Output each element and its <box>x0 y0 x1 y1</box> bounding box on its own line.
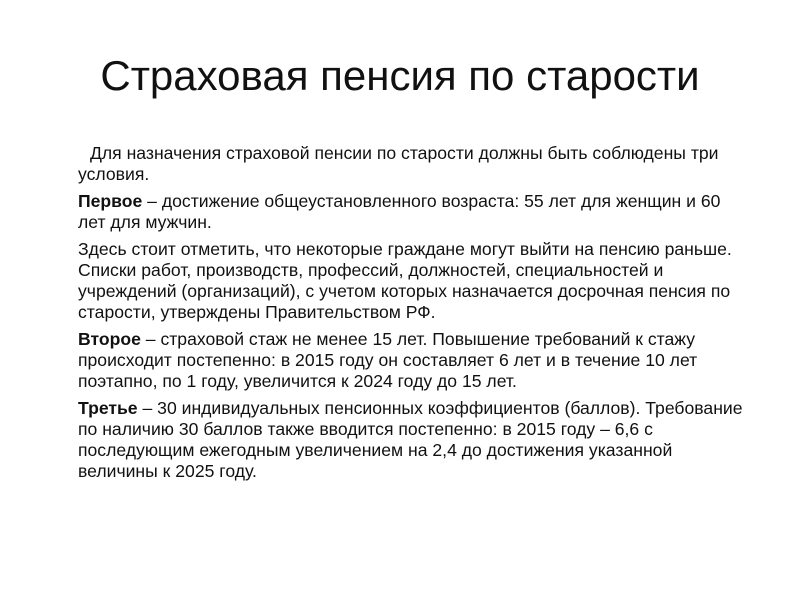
early-retirement-note-paragraph: Здесь стоит отметить, что некоторые граждане могут выйти на пенсию раньше. Списки работ, производств, профессий, должностей, специальностей и учреждений (организаций), с учетом которых назначается досрочная пенсия по старости, утверждены Правительством РФ. <box>78 239 732 322</box>
condition-third-text: – 30 индивидуальных пенсионных коэффициентов (баллов). Требование по наличию 30 баллов также вводится постепенно: в 2015 году – 6,6 с последующим ежегодным увеличением на 2,4 до достижения указанной величины к 2025 году. <box>78 398 743 481</box>
condition-first-text: – достижение общеустановленного возраста: 55 лет для женщин и 60 лет для мужчин. <box>78 191 721 232</box>
slide-title: Страховая пенсия по старости <box>100 52 700 99</box>
condition-third-paragraph <box>78 398 748 482</box>
intro-paragraph: Для назначения страховой пенсии по старости должны быть соблюдены три условия. <box>78 143 719 184</box>
condition-first-paragraph <box>78 191 748 233</box>
condition-second-text: – страховой стаж не менее 15 лет. Повышение требований к стажу происходит постепенно: в 2015 году он составляет 6 лет и в течение 10 лет поэтапно, по 1 году, увеличится к 2024 году до 15 лет. <box>78 329 698 391</box>
slide-body <box>78 143 748 488</box>
condition-second-paragraph <box>78 329 748 392</box>
condition-third-lead: Третье <box>78 398 138 418</box>
condition-second-lead: Второе <box>78 329 141 349</box>
condition-first-lead: Первое <box>78 191 143 211</box>
